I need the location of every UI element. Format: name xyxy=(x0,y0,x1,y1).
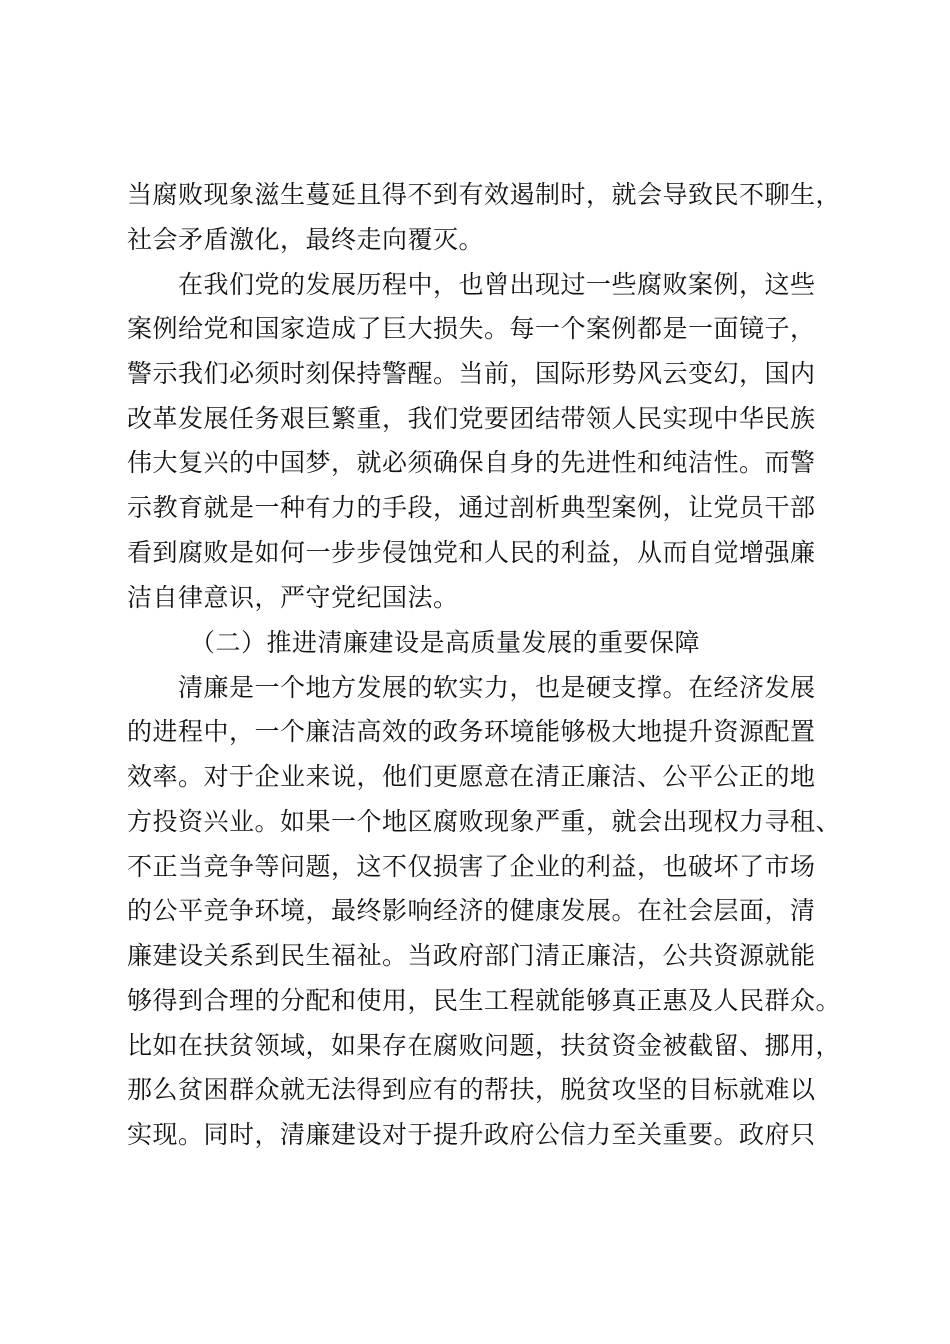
text-line: 警示我们必须时刻保持警醒。当前，国际形势风云变幻，国内 xyxy=(127,359,816,388)
text-line: 社会矛盾激化，最终走向覆灭。 xyxy=(127,225,485,254)
text-line: 示教育就是一种有力的手段，通过剖析典型案例，让党员干部 xyxy=(127,493,816,522)
text-line: 方投资兴业。如果一个地区腐败现象严重，就会出现权力寻租、 xyxy=(127,807,842,836)
paragraph-start-line: 清廉是一个地方发展的软实力，也是硬支撑。在经济发展 xyxy=(178,673,816,702)
text-line: 实现。同时，清廉建设对于提升政府公信力至关重要。政府只 xyxy=(127,1120,816,1149)
text-line: 的公平竞争环境，最终影响经济的健康发展。在社会层面，清 xyxy=(127,896,816,925)
text-line: 廉建设关系到民生福祉。当政府部门清正廉洁，公共资源就能 xyxy=(127,941,816,970)
text-line: 效率。对于企业来说，他们更愿意在清正廉洁、公平公正的地 xyxy=(127,762,816,791)
text-line: 看到腐败是如何一步步侵蚀党和人民的利益，从而自觉增强廉 xyxy=(127,538,816,567)
section-heading: （二）推进清廉建设是高质量发展的重要保障 xyxy=(190,628,701,657)
text-line: 改革发展任务艰巨繁重，我们党要团结带领人民实现中华民族 xyxy=(127,404,816,433)
text-line: 够得到合理的分配和使用，民生工程就能够真正惠及人民群众。 xyxy=(127,986,842,1015)
text-line: 的进程中，一个廉洁高效的政务环境能够极大地提升资源配置 xyxy=(127,717,816,746)
paragraph-start-line: 在我们党的发展历程中，也曾出现过一些腐败案例，这些 xyxy=(178,270,816,299)
text-line: 案例给党和国家造成了巨大损失。每一个案例都是一面镜子， xyxy=(127,314,816,343)
text-line: 当腐败现象滋生蔓延且得不到有效遏制时，就会导致民不聊生， xyxy=(127,180,842,209)
text-line: 那么贫困群众就无法得到应有的帮扶，脱贫攻坚的目标就难以 xyxy=(127,1075,816,1104)
text-line: 洁自律意识，严守党纪国法。 xyxy=(127,583,459,612)
text-line: 不正当竞争等问题，这不仅损害了企业的利益，也破坏了市场 xyxy=(127,852,816,881)
text-line: 伟大复兴的中国梦，就必须确保自身的先进性和纯洁性。而警 xyxy=(127,448,816,477)
text-line: 比如在扶贫领域，如果存在腐败问题，扶贫资金被截留、挪用， xyxy=(127,1031,842,1060)
